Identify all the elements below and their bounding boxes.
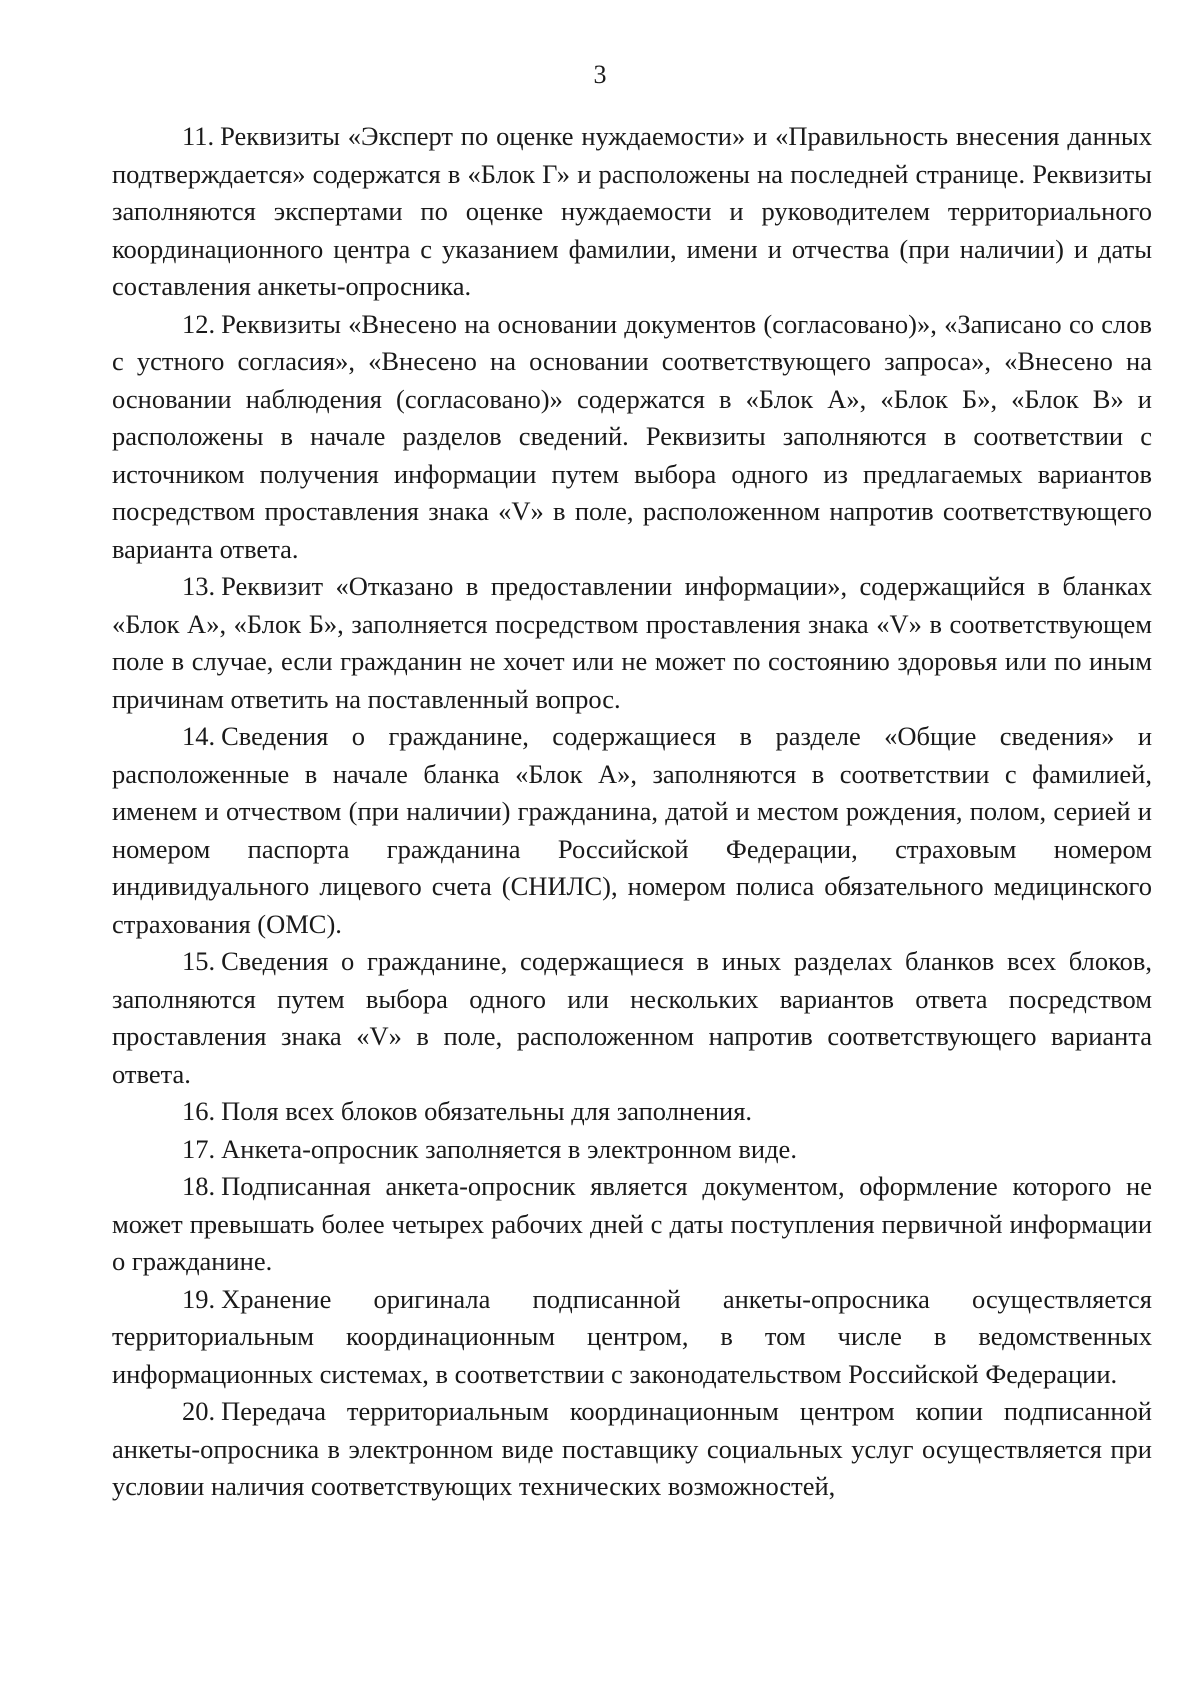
paragraph-20 <box>112 1393 1152 1506</box>
paragraph-number: 18. <box>182 1171 216 1201</box>
paragraph-text: Реквизит «Отказано в предоставлении информации», содержащийся в бланках «Блок А», «Блок Б», заполняется посредством проставления знака «V» в соответствующем поле в случае, если гражданин не хочет или не может по состоянию здоровья или по иным причинам ответить на поставленный вопрос. <box>112 571 1152 714</box>
paragraph-18 <box>112 1168 1152 1281</box>
paragraph-17 <box>112 1131 1152 1169</box>
paragraph-number: 17. <box>182 1133 216 1164</box>
paragraph-number: 16. <box>182 1096 216 1126</box>
paragraph-15 <box>112 943 1152 1093</box>
paragraph-16 <box>112 1093 1152 1131</box>
paragraph-14 <box>112 718 1152 943</box>
document-body <box>112 118 1152 1506</box>
paragraph-text: Анкета-опросник заполняется в электронном виде. <box>221 1133 797 1164</box>
paragraph-19 <box>112 1281 1152 1394</box>
paragraph-number: 12. <box>182 308 216 339</box>
paragraph-11 <box>112 118 1152 306</box>
paragraph-text: Передача территориальным координационным центром копии подписанной анкеты-опросника в электронном виде поставщику социальных услуг осуществляется при условии наличия соответствующих технических возможностей, <box>112 1396 1152 1501</box>
paragraph-12 <box>112 306 1152 569</box>
paragraph-number: 20. <box>182 1396 216 1426</box>
paragraph-text: Подписанная анкета-опросник является документом, оформление которого не может превышать более четырех рабочих дней с даты поступления первичной информации о гражданине. <box>112 1171 1152 1276</box>
page-number: 3 <box>593 60 607 89</box>
paragraph-number: 19. <box>182 1283 216 1314</box>
paragraph-number: 13. <box>182 571 216 601</box>
paragraph-text: Сведения о гражданине, содержащиеся в иных разделах бланков всех блоков, заполняются путем выбора одного или нескольких вариантов ответа посредством проставления знака «V» в поле, расположенном напротив соответствующего варианта ответа. <box>112 946 1152 1089</box>
paragraph-13 <box>112 568 1152 718</box>
paragraph-text: Хранение оригинала подписанной анкеты-опросника осуществляется территориальным координационным центром, в том числе в ведомственных информационных системах, в соответствии с законодательством Российской Федерации. <box>112 1283 1152 1389</box>
paragraph-text: Реквизиты «Внесено на основании документов (согласовано)», «Записано со слов с устного согласия», «Внесено на основании соответствующего запроса», «Внесено на основании наблюдения (согласовано)» содержатся в «Блок А», «Блок Б», «Блок В» и расположены в начале разделов сведений. Реквизиты заполняются в соответствии с источником получения информации путем выбора одного из предлагаемых вариантов посредством проставления знака «V» в поле, расположенном напротив соответствующего варианта ответа. <box>112 308 1152 564</box>
paragraph-text: Поля всех блоков обязательны для заполнения. <box>221 1096 753 1126</box>
paragraph-text: Сведения о гражданине, содержащиеся в разделе «Общие сведения» и расположенные в начале бланка «Блок А», заполняются в соответствии с фамилией, именем и отчеством (при наличии) гражданина, датой и местом рождения, полом, серией и номером паспорта гражданина Российской Федерации, страховым номером индивидуального лицевого счета (СНИЛС), номером полиса обязательного медицинского страхования (ОМС). <box>112 721 1152 939</box>
paragraph-number: 15. <box>182 946 216 976</box>
paragraph-number: 14. <box>182 721 216 751</box>
paragraph-number: 11. <box>182 121 215 151</box>
paragraph-text: Реквизиты «Эксперт по оценке нуждаемости» и «Правильность внесения данных подтверждается» содержатся в «Блок Г» и расположены на последней странице. Реквизиты заполняются экспертами по оценке нуждаемости и руководителем территориального координационного центра с указанием фамилии, имени и отчества (при наличии) и даты составления анкеты-опросника. <box>112 121 1152 301</box>
